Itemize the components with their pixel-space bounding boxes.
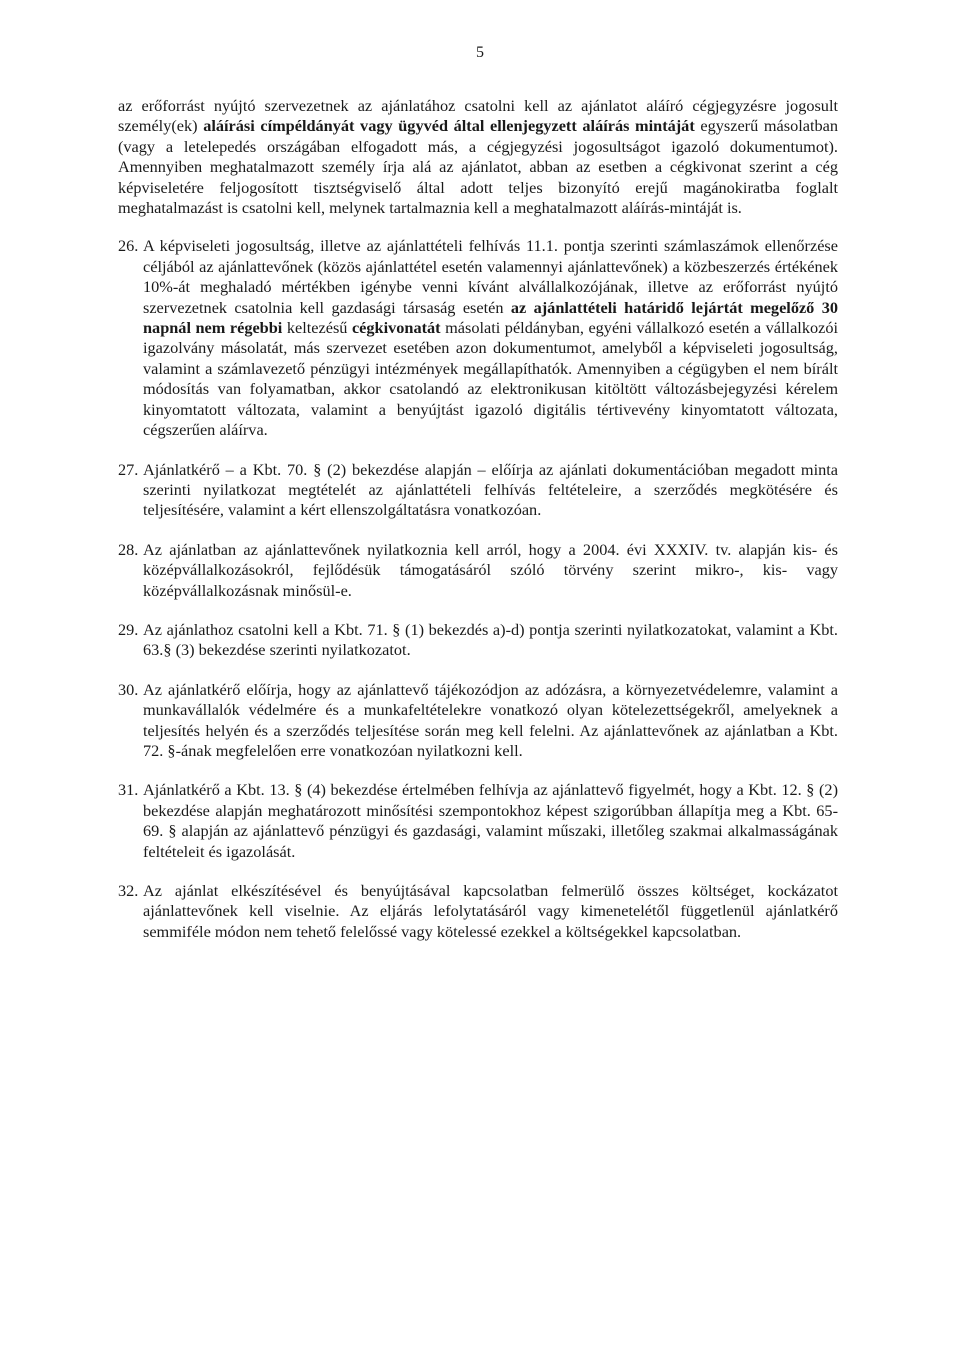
item-text — [143, 236, 838, 440]
text-run: Az ajánlathoz csatolni kell a Kbt. 71. § (1) bekezdés a)-d) pontja szerinti nyilatkozatokat, valamint a Kbt. 63.§ (3) bekezdése szerinti nyilatkozatot. — [143, 619, 838, 660]
item-text — [143, 680, 838, 762]
item-number: 31. — [118, 780, 139, 800]
text-run: Az ajánlatkérő előírja, hogy az ajánlattevő tájékozódjon az adózásra, a környezetvédelemre, valamint a munkavállalók védelmére és a munkafeltételekre vonatkozó olyan kötelezettségekről, amelyeknek a teljesítés helyén és a szerződés teljesítése során meg kell felelni. Az ajánlattevőnek az ajánlatban a Kbt. 72. §-ának megfelelően erre vonatkozóan nyilatkozni kell. — [143, 679, 838, 760]
list-item-30 — [118, 680, 838, 762]
item-number: 32. — [118, 881, 139, 900]
text-run: A képviseleti jogosultság, illetve az ajánlattételi felhívás 11.1. pontja szerinti számlaszámok ellenőrzése céljából az ajánlattevőnek (közös ajánlattétel esetén valamennyi ajánlattevőnek) a közbeszerzés értékének 10%-át meghaladó mértékben igénybe venni kívánt alvállalkozójának, illetve az erőforrást nyújtó szervezetnek csatolnia kell gazdasági társaság esetén — [143, 236, 838, 317]
bold-text-run: az ajánlattételi határidő lejártát megelőző 30 napnál nem régebbi — [143, 297, 838, 338]
list-item-32 — [118, 881, 838, 942]
text-run: Az ajánlatban az ajánlattevőnek nyilatkoznia kell arról, hogy a 2004. évi XXXIV. tv. alapján kis- és középvállalkozásokról, fejlődésük támogatásáról szóló törvény szerint mikro-, kis- vagy középvállalkozásnak minősül-e. — [143, 539, 838, 600]
text-run: másolati példányban, egyéni vállalkozó esetén a vállalkozói igazolvány másolatát, más szervezet esetében azon dokumentumot, amelyből a képviseleti jogosultság, valamint a számlavezető pénzügyi intézmények megállapíthatók. Amennyiben a cégügyben el nem bírált módosítás van folyamatban, akkor csatolandó az elektronikusan kitöltött változásbejegyzési kérelem kinyomtatott változata, valamint a benyújtást igazoló digitális tértivevény kinyomtatott változata, cégszerűen aláírva. — [143, 318, 838, 440]
list-item-26 — [118, 236, 838, 440]
document-body — [118, 96, 838, 942]
list-item-31 — [118, 780, 838, 862]
text-run: keltezésű — [282, 318, 352, 338]
item-number: 29. — [118, 619, 139, 639]
list-item-28 — [118, 540, 838, 601]
item-text — [143, 540, 838, 601]
item-number: 30. — [118, 679, 139, 699]
text-run: Ajánlatkérő – a Kbt. 70. § (2) bekezdése alapján – előírja az ajánlati dokumentációban megadott minta szerinti nyilatkozat megtételét az ajánlattételi felhívás feltételeire, a szerződés megkötésére és teljesítésére, valamint a kért ellenszolgáltatásra vonatkozóan. — [143, 459, 838, 520]
item-number: 26. — [118, 236, 139, 256]
text-run: Az ajánlat elkészítésével és benyújtásával kapcsolatban felmerülő összes költséget, kockázatot ajánlattevőnek kell viselnie. Az eljárás lefolytatásáról vagy kimenetelétől függetlenül ajánlatkérő semmiféle módon nem tehető felelőssé vagy kötelessé ezekkel a költségekkel kapcsolatban. — [143, 881, 838, 941]
intro-paragraph — [118, 96, 838, 218]
bold-text-run: cégkivonatát — [351, 318, 441, 338]
page-number: 5 — [476, 44, 484, 61]
text-run: Ajánlatkérő a Kbt. 13. § (4) bekezdése értelmében felhívja az ajánlattevő figyelmét, hogy a Kbt. 12. § (2) bekezdése alapján meghatározott minősítési szempontokhoz képest szigorúbban állapítja meg a Kbt. 65-69. § alapján az ajánlattevő pénzügyi és gazdasági, valamint műszaki, illetőleg szakmai alkalmasságának feltételeit és igazolását. — [143, 780, 838, 861]
item-number: 27. — [118, 459, 139, 479]
item-text — [143, 881, 838, 942]
item-text — [143, 620, 838, 661]
item-number: 28. — [118, 539, 139, 559]
item-text — [143, 780, 838, 862]
item-text — [143, 460, 838, 521]
text-run: egyszerű másolatban (vagy a letelepedés országában elfogadott más, a cégjegyzési jogosultságot igazoló dokumentumot). Amennyiben meghatalmazott személy írja alá az ajánlatot, abban az esetben a cégkivonat szerint a cég képviseletére feljogosított tisztségviselő által adott teljes bizonyító erejű magánokiratba foglalt meghatalmazást is csatolni kell, melynek tartalmaznia kell a meghatalmazott aláírás-mintáját is. — [118, 116, 839, 218]
text-run: az erőforrást nyújtó szervezetnek az ajánlatához csatolni kell az ajánlatot aláíró cégjegyzésre jogosult személy(ek) — [118, 96, 838, 136]
list-item-29 — [118, 620, 838, 661]
list-item-27 — [118, 460, 838, 521]
bold-text-run: aláírási címpéldányát vagy ügyvéd által ellenjegyzett aláírás mintáját — [203, 116, 695, 136]
